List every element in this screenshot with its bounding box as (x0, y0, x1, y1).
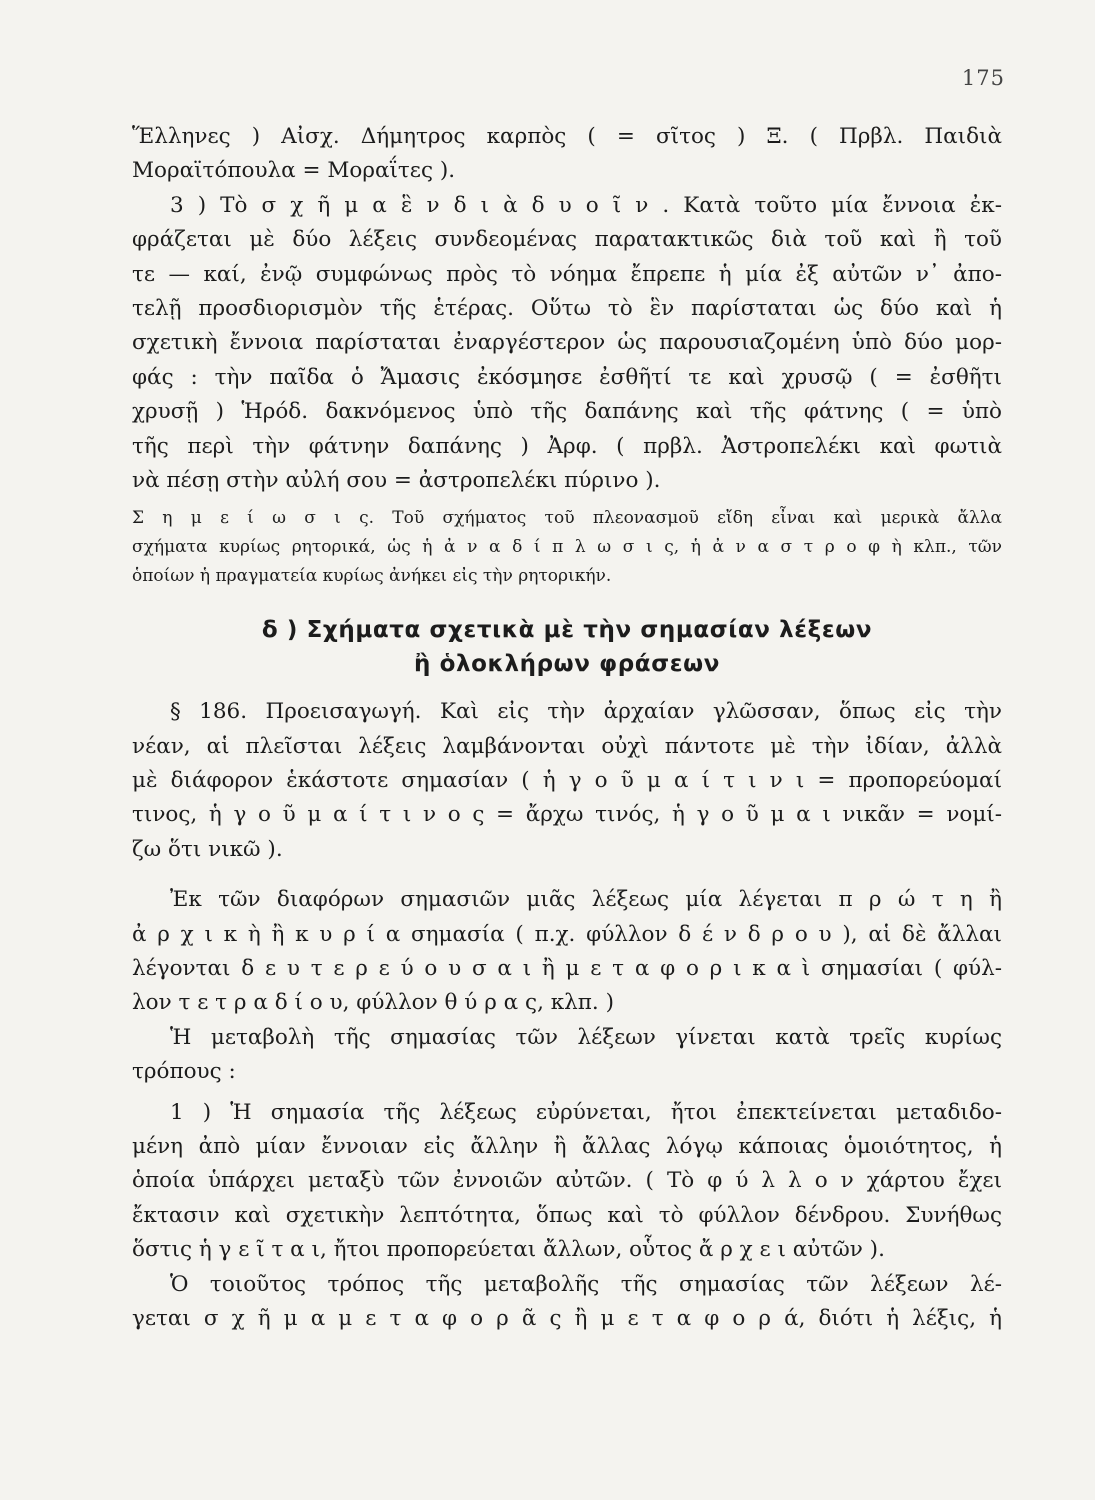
text-line: σχετικὴ ἔννοια παρίσταται ἐναργέστερον ὡς παρουσιαζομένη ὑπὸ δύο μορ- (132, 330, 1002, 356)
text-line: 1 ) Ἡ σημασία τῆς λέξεως εὐρύνεται, ἤτοι ἐπεκτείνεται μεταδιδο- (170, 1099, 1002, 1125)
note-line: σχήματα κυρίως ρητορικά, ὡς ἡ ἀ ν α δ ί π λ ω σ ι ς, ἡ ἀ ν α σ τ ρ ο φ ὴ κλπ., τῶν (132, 537, 1002, 558)
text-line: λέγονται δ ε υ τ ε ρ ε ύ ο υ σ α ι ἢ μ ε τ α φ ο ρ ι κ α ὶ σημασίαι ( φύλ- (132, 956, 1002, 982)
text-line: λον τ ε τ ρ α δ ί ο υ, φύλλον θ ύ ρ α ς, κλπ. ) (132, 990, 614, 1016)
text-line: Ἡ μεταβολὴ τῆς σημασίας τῶν λέξεων γίνεται κατὰ τρεῖς κυρίως (170, 1024, 1002, 1050)
text-line: Μοραϊτόπουλα = Μοραΐτες ). (132, 158, 456, 184)
first-way-paragraph (132, 1096, 1002, 1268)
meanings-paragraph (132, 883, 1002, 1021)
heading-line: δ ) Σχήματα σχετικὰ μὲ τὴν σημασίαν λέξεων (261, 617, 873, 644)
note-paragraph (132, 504, 1002, 591)
note-line: ὁποίων ἡ πραγματεία κυρίως ἀνήκει εἰς τὴν ρητορικήν. (132, 566, 612, 587)
text-line: ἀ ρ χ ι κ ὴ ἢ κ υ ρ ί α σημασία ( π.χ. φύλλον δ έ ν δ ρ ο υ ), αἱ δὲ ἄλλαι (132, 921, 1002, 947)
note-line: Σ η μ ε ί ω σ ι ς. Τοῦ σχήματος τοῦ πλεονασμοῦ εἴδη εἶναι καὶ μερικὰ ἄλλα (132, 508, 1002, 529)
text-line: ὅστις ἡ γ ε ῖ τ α ι, ἤτοι προπορεύεται ἄλλων, οὗτος ἄ ρ χ ε ι αὐτῶν ). (132, 1237, 885, 1263)
text-line: φάς : τὴν παῖδα ὁ Ἄμασις ἐκόσμησε ἐσθῆτί τε καὶ χρυσῷ ( = ἐσθῆτι (132, 364, 1002, 390)
text-line: Ὁ τοιοῦτος τρόπος τῆς μεταβολῆς τῆς σημασίας τῶν λέξεων λέ- (170, 1271, 1002, 1297)
text-line: τρόπους : (132, 1059, 236, 1085)
section-heading (132, 613, 1002, 681)
text-line: νέαν, αἱ πλεῖσται λέξεις λαμβάνονται οὐχὶ πάντοτε μὲ τὴν ἰδίαν, ἀλλὰ (132, 733, 1002, 759)
text-line: Ἐκ τῶν διαφόρων σημασιῶν μιᾶς λέξεως μία λέγεται π ρ ώ τ η ἢ (170, 887, 1002, 913)
text-line: γεται σ χ ῆ μ α μ ε τ α φ ο ρ ᾶ ς ἢ μ ε τ α φ ο ρ ά, διότι ἡ λέξις, ἡ (132, 1305, 1002, 1331)
text-line: ὁποία ὑπάρχει μεταξὺ τῶν ἐννοιῶν αὐτῶν. ( Τὸ φ ύ λ λ ο ν χάρτου ἔχει (132, 1168, 1002, 1194)
text-line: νὰ πέσῃ στὴν αὐλή σου = ἀστροπελέκι πύρινο ). (132, 467, 661, 493)
text-line: τινος, ἡ γ ο ῦ μ α ί τ ι ν ο ς = ἄρχω τινός, ἡ γ ο ῦ μ α ι νικᾶν = νομί- (132, 802, 1002, 828)
page-body (132, 120, 1002, 1336)
text-line: § 186. Προεισαγωγή. Καὶ εἰς τὴν ἀρχαίαν γλῶσσαν, ὅπως εἰς τὴν (170, 699, 1002, 725)
text-line: Ἕλληνες ) Αἰσχ. Δήμητρος καρπὸς ( = σῖτος ) Ξ. ( Πρβλ. Παιδιὰ (132, 124, 1002, 149)
page-number: 175 (961, 66, 1005, 90)
text-line: ζω ὅτι νικῶ ). (132, 836, 283, 862)
text-line: τε — καί, ἐνῷ συμφώνως πρὸς τὸ νόημα ἔπρεπε ἡ μία ἐξ αὐτῶν ν᾿ ἀπο- (132, 261, 1002, 287)
text-line: ἔκτασιν καὶ σχετικὴν λεπτότητα, ὅπως καὶ τὸ φύλλον δένδρου. Συνήθως (132, 1202, 1002, 1228)
metaphor-paragraph (132, 1268, 1002, 1337)
text-line: χρυσῇ ) Ἡρόδ. δακνόμενος ὑπὸ τῆς δαπάνης καὶ τῆς φάτνης ( = ὑπὸ (132, 399, 1002, 425)
text-line: φράζεται μὲ δύο λέξεις συνδεομένας παρατακτικῶς διὰ τοῦ καὶ ἢ τοῦ (132, 227, 1002, 253)
text-line: τῆς περὶ τὴν φάτνην δαπάνης ) Ἀρφ. ( πρβλ. Ἀστροπελέκι καὶ φωτιὰ (132, 433, 1002, 459)
change-paragraph (132, 1021, 1002, 1090)
heading-line: ἢ ὁλοκλήρων φράσεων (414, 651, 720, 678)
text-line: μένη ἀπὸ μίαν ἔννοιαν εἰς ἄλλην ἢ ἄλλας λόγῳ κάποιας ὁμοιότητος, ἡ (132, 1133, 1002, 1159)
section-186-paragraph (132, 695, 1002, 867)
intro-paragraph (132, 120, 1002, 498)
text-line: τελῇ προσδιορισμὸν τῆς ἑτέρας. Οὕτω τὸ ἓν παρίσταται ὡς δύο καὶ ἡ (132, 295, 1002, 321)
text-line: 3 ) Τὸ σ χ ῆ μ α ἓ ν δ ι ὰ δ υ ο ῖ ν . Κατὰ τοῦτο μία ἔννοια ἐκ- (170, 192, 1002, 218)
text-line: μὲ διάφορον ἑκάστοτε σημασίαν ( ἡ γ ο ῦ μ α ί τ ι ν ι = προπορεύομαί (132, 768, 1002, 794)
